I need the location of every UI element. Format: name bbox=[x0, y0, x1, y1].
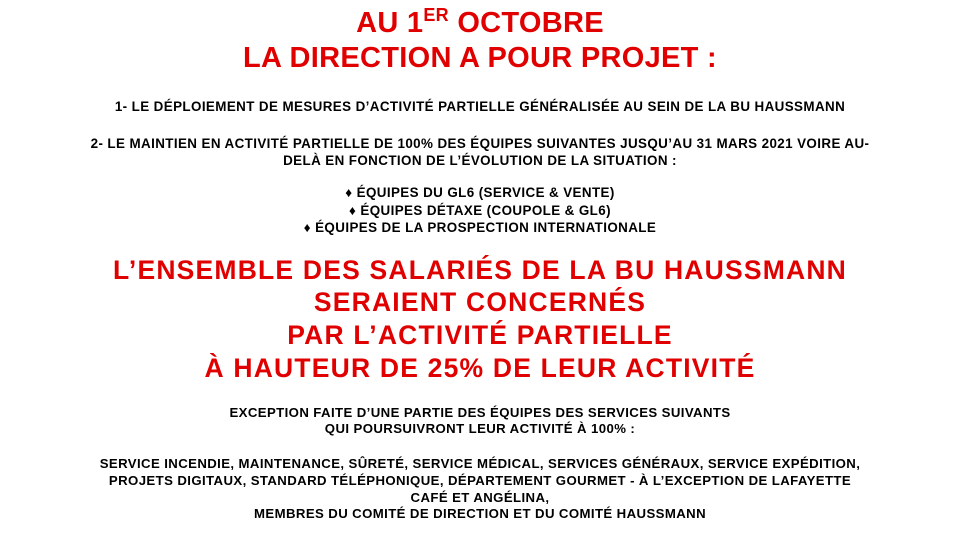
exception-line: EXCEPTION FAITE D’UNE PARTIE DES ÉQUIPES DES SERVICES SUIVANTS bbox=[229, 405, 731, 420]
heading-date-superscript: ER bbox=[423, 5, 449, 25]
heading-date-prefix: AU 1 bbox=[356, 7, 424, 39]
point-1: 1- LE DÉPLOIEMENT DE MESURES D’ACTIVITÉ PARTIELLE GÉNÉRALISÉE AU SEIN DE LA BU HAUSSMANN bbox=[114, 99, 846, 114]
exception-line: QUI POURSUIVRONT LEUR ACTIVITÉ À 100% : bbox=[324, 421, 636, 436]
heading-line-2: LA DIRECTION A POUR PROJET : bbox=[242, 42, 718, 74]
services-line: PROJETS DIGITAUX, STANDARD TÉLÉPHONIQUE, DÉPARTEMENT GOURMET - À L’EXCEPTION DE LAFAYETTE bbox=[108, 473, 852, 488]
team-item: ♦ ÉQUIPES DÉTAXE (COUPOLE & GL6) bbox=[349, 203, 611, 218]
highlight-line: PAR L’ACTIVITÉ PARTIELLE bbox=[287, 320, 673, 350]
services-line: MEMBRES DU COMITÉ DE DIRECTION ET DU COMITÉ HAUSSMANN bbox=[254, 506, 706, 521]
services-line: SERVICE INCENDIE, MAINTENANCE, SÛRETÉ, SERVICE MÉDICAL, SERVICES GÉNÉRAUX, SERVICE EXPÉDITION, bbox=[99, 456, 861, 471]
highlight-line: L’ENSEMBLE DES SALARIÉS DE LA BU HAUSSMANN bbox=[112, 255, 848, 285]
point-2-line-1: 2- LE MAINTIEN EN ACTIVITÉ PARTIELLE DE 100% DES ÉQUIPES SUIVANTES JUSQU’AU 31 MARS 2021 VOIRE AU- bbox=[90, 136, 870, 151]
heading-date-suffix: OCTOBRE bbox=[448, 7, 604, 39]
highlight-line: SERAIENT CONCERNÉS bbox=[313, 287, 647, 317]
highlight-line: À HAUTEUR DE 25% DE LEUR ACTIVITÉ bbox=[204, 353, 756, 383]
point-2-line-2: DELÀ EN FONCTION DE L’ÉVOLUTION DE LA SITUATION : bbox=[283, 153, 677, 168]
team-item: ♦ ÉQUIPES DU GL6 (SERVICE & VENTE) bbox=[345, 185, 615, 200]
services-line: CAFÉ ET ANGÉLINA, bbox=[410, 490, 550, 505]
heading-line-1 bbox=[0, 5, 960, 40]
team-item: ♦ ÉQUIPES DE LA PROSPECTION INTERNATIONALE bbox=[303, 220, 657, 235]
